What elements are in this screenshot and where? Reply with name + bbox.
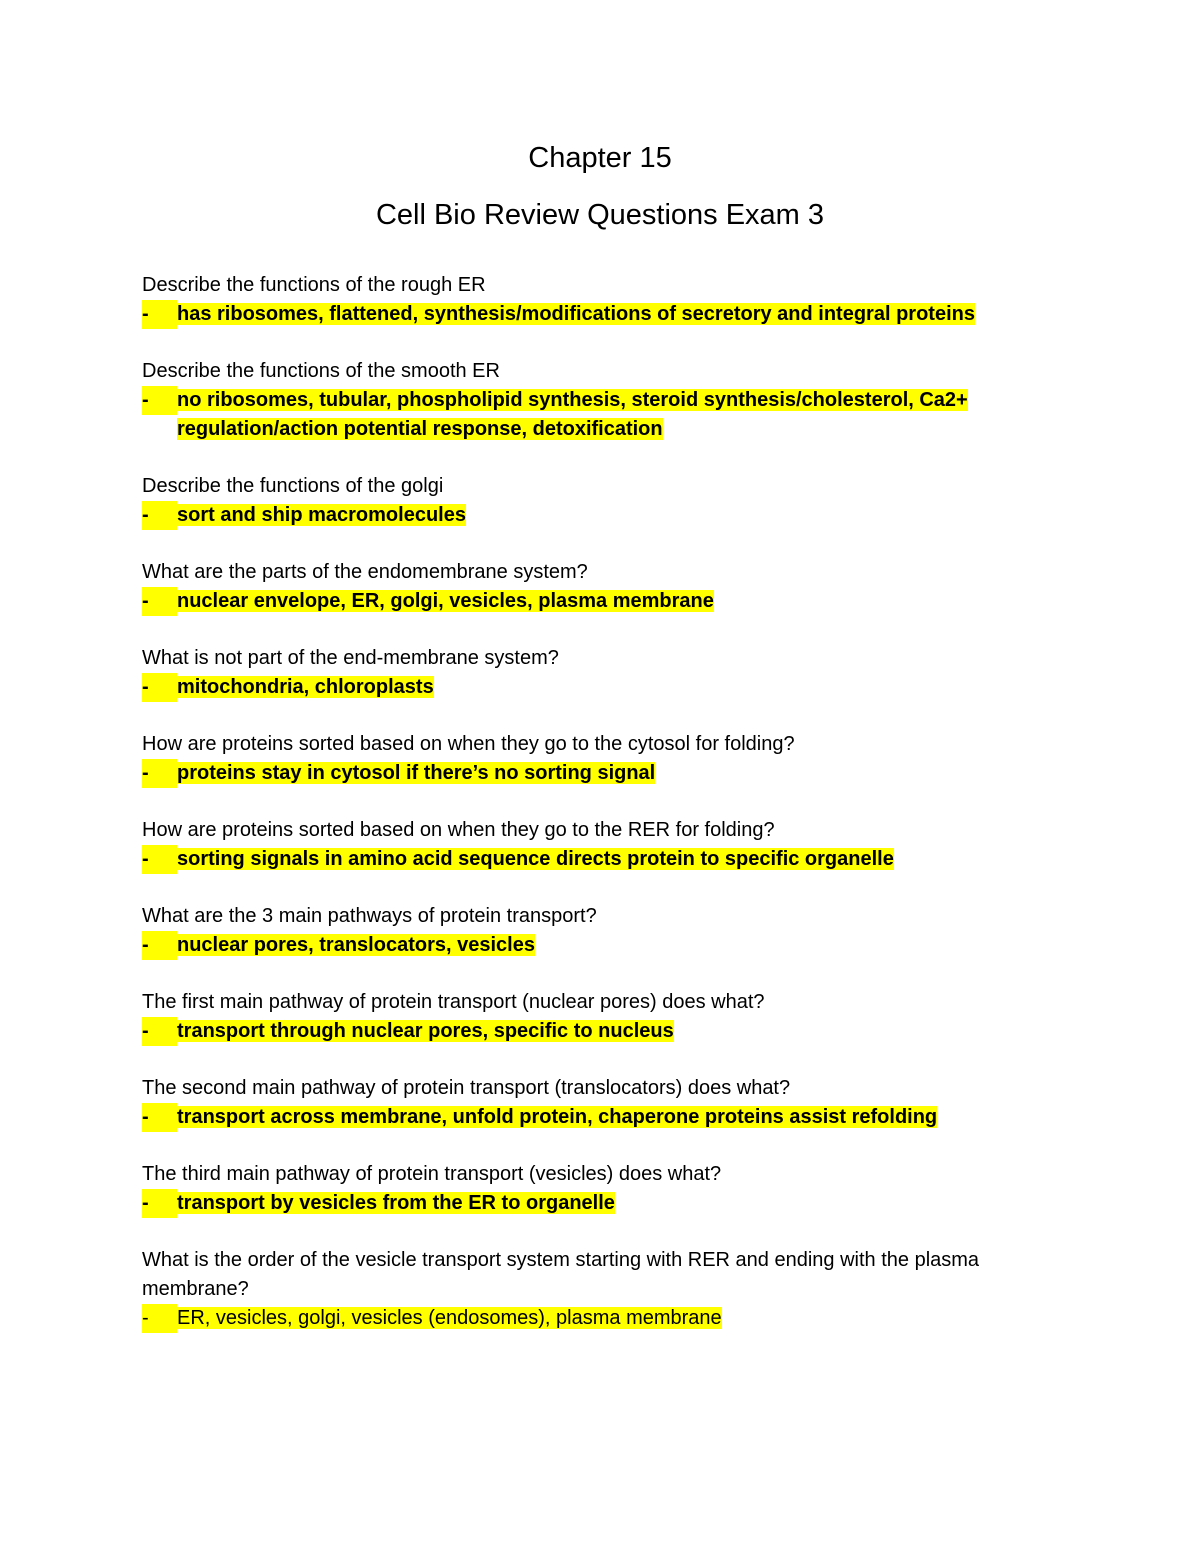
answer (142, 931, 1062, 960)
qa-item (142, 816, 1062, 874)
answer-text: transport across membrane, unfold protein, chaperone proteins assist refolding (177, 1106, 938, 1128)
answer (142, 673, 1062, 702)
answer-text: nuclear pores, translocators, vesicles (177, 934, 535, 956)
bullet-dash: - (142, 759, 177, 788)
answer (142, 759, 1062, 788)
bullet-dash: - (142, 1017, 177, 1046)
bullet-dash: - (142, 1103, 177, 1132)
answer-text: no ribosomes, tubular, phospholipid synthesis, steroid synthesis/cholesterol, Ca2+ regulation/action potential response, detoxification (177, 389, 968, 440)
bullet-dash: - (142, 386, 177, 415)
bullet-dash: - (142, 931, 177, 960)
answer (142, 501, 1062, 530)
qa-item (142, 1246, 1062, 1333)
answer-text: mitochondria, chloroplasts (177, 676, 434, 698)
answer (142, 1017, 1062, 1046)
answer (142, 845, 1062, 874)
question-text: What is the order of the vesicle transport system starting with RER and ending with the plasma membrane? (142, 1249, 980, 1300)
bullet-dash: - (142, 673, 177, 702)
question-text: How are proteins sorted based on when they go to the cytosol for folding? (142, 733, 795, 755)
question-text: The third main pathway of protein transport (vesicles) does what? (142, 1163, 722, 1185)
qa-item (142, 472, 1062, 530)
question-text: What is not part of the end-membrane system? (142, 647, 559, 669)
answer (142, 300, 1062, 329)
chapter-heading: Chapter 15 (528, 142, 672, 174)
answer-text: transport by vesicles from the ER to organelle (177, 1192, 615, 1214)
answer (142, 1304, 1062, 1333)
qa-item (142, 902, 1062, 960)
answer-text: ER, vesicles, golgi, vesicles (endosomes), plasma membrane (177, 1307, 722, 1329)
title-block (0, 144, 1200, 258)
answer-text: transport through nuclear pores, specific to nucleus (177, 1020, 674, 1042)
bullet-dash: - (142, 1304, 177, 1333)
answer (142, 1103, 1062, 1132)
answer-text: sorting signals in amino acid sequence directs protein to specific organelle (177, 848, 894, 870)
bullet-dash: - (142, 845, 177, 874)
answer (142, 587, 1062, 616)
qa-item (142, 558, 1062, 616)
answer-text: nuclear envelope, ER, golgi, vesicles, plasma membrane (177, 590, 714, 612)
question-text: The first main pathway of protein transport (nuclear pores) does what? (142, 991, 765, 1013)
qa-item (142, 357, 1062, 444)
answer-text: sort and ship macromolecules (177, 504, 466, 526)
question-text: What are the 3 main pathways of protein transport? (142, 905, 597, 927)
answer-text: has ribosomes, flattened, synthesis/modifications of secretory and integral proteins (177, 303, 975, 325)
bullet-dash: - (142, 501, 177, 530)
page-title: Cell Bio Review Questions Exam 3 (375, 199, 825, 231)
question-text: Describe the functions of the smooth ER (142, 360, 500, 382)
question-text: How are proteins sorted based on when they go to the RER for folding? (142, 819, 775, 841)
answer-text: proteins stay in cytosol if there’s no sorting signal (177, 762, 656, 784)
qa-item (142, 644, 1062, 702)
qa-item (142, 1074, 1062, 1132)
question-text: The second main pathway of protein transport (translocators) does what? (142, 1077, 791, 1099)
answer (142, 1189, 1062, 1218)
question-text: What are the parts of the endomembrane system? (142, 561, 588, 583)
bullet-dash: - (142, 300, 177, 329)
qa-item (142, 988, 1062, 1046)
answer (142, 386, 1062, 444)
question-text: Describe the functions of the rough ER (142, 274, 486, 296)
qa-item (142, 271, 1062, 329)
question-text: Describe the functions of the golgi (142, 475, 444, 497)
bullet-dash: - (142, 587, 177, 616)
qa-list (142, 271, 1062, 1333)
bullet-dash: - (142, 1189, 177, 1218)
qa-item (142, 1160, 1062, 1218)
qa-item (142, 730, 1062, 788)
